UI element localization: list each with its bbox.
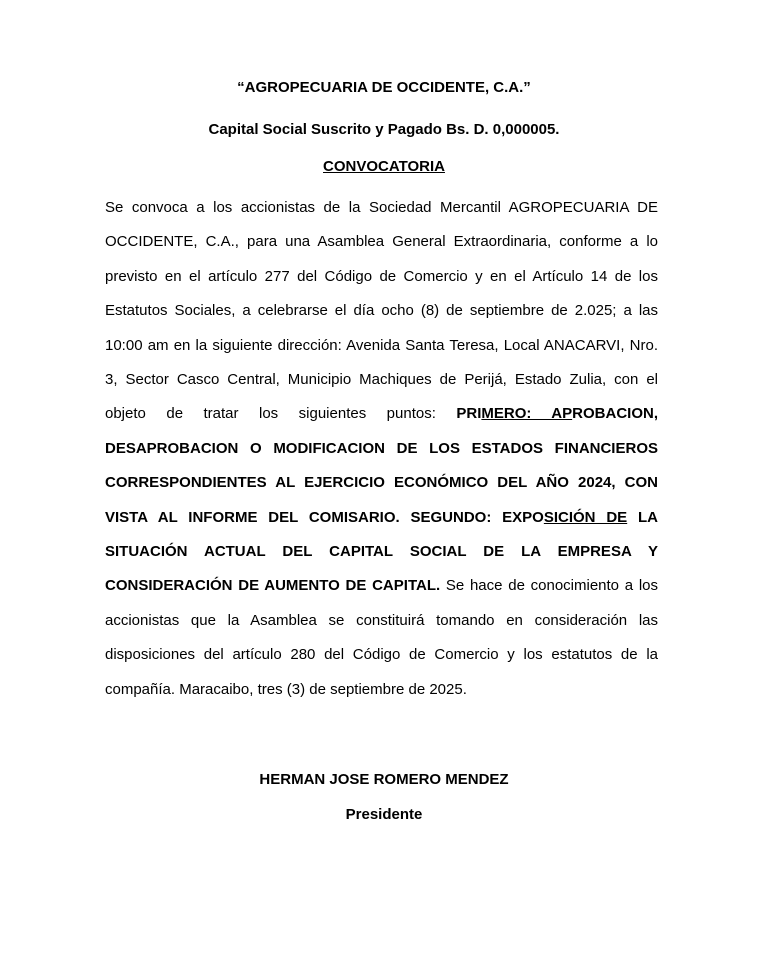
- closing-text: Se hace de conocimiento a los accionistas que la Asamblea se constituirá tomando en consideración las disposiciones del artículo 280 del Código de Comercio y los estatutos de la compañía. Maracaibo, tres (3) de septiembre de 2025.: [105, 577, 658, 698]
- signatory-name: HERMAN JOSE ROMERO MENDEZ: [259, 771, 509, 788]
- agenda-point-1-a: PRI: [456, 405, 482, 423]
- company-name: “AGROPECUARIA DE OCCIDENTE, C.A.”: [237, 79, 531, 96]
- agenda-point-1-underlined: MERO: AP: [481, 405, 573, 423]
- agenda-point-1-rest: ROBACION, DESAPROBACION O MODIFICACION DE LOS ESTADOS FINANCIEROS CORRESPONDIENTES AL EJERCICIO ECONÓMICO DEL AÑO 2024, CON VISTA AL INFORME DEL COMISARIO. SEGUNDO: EXPO: [105, 405, 658, 526]
- agenda-point-2-underlined: SICIÓN DE: [543, 508, 628, 526]
- document-title: CONVOCATORIA: [323, 158, 445, 175]
- convocation-body: [105, 191, 658, 707]
- capital-statement: Capital Social Suscrito y Pagado Bs. D. 0,000005.: [208, 121, 560, 138]
- signatory-role: Presidente: [345, 806, 423, 823]
- intro-text: Se convoca a los accionistas de la Sociedad Mercantil AGROPECUARIA DE OCCIDENTE, C.A., para una Asamblea General Extraordinaria, conforme a lo previsto en el artículo 277 del Código de Comercio y en el Artículo 14 de los Estatutos Sociales, a celebrarse el día ocho (8) de septiembre de 2.025; a las 10:00 am en la siguiente dirección: Avenida Santa Teresa, Local ANACARVI, Nro. 3, Sector Casco Central, Municipio Machiques de Perijá, Estado Zulia, con el objeto de tratar los siguientes puntos:: [105, 199, 658, 423]
- agenda-point-2-rest: LA SITUACIÓN ACTUAL DEL CAPITAL SOCIAL DE LA EMPRESA Y CONSIDERACIÓN DE AUMENTO DE CAPITAL.: [105, 508, 659, 595]
